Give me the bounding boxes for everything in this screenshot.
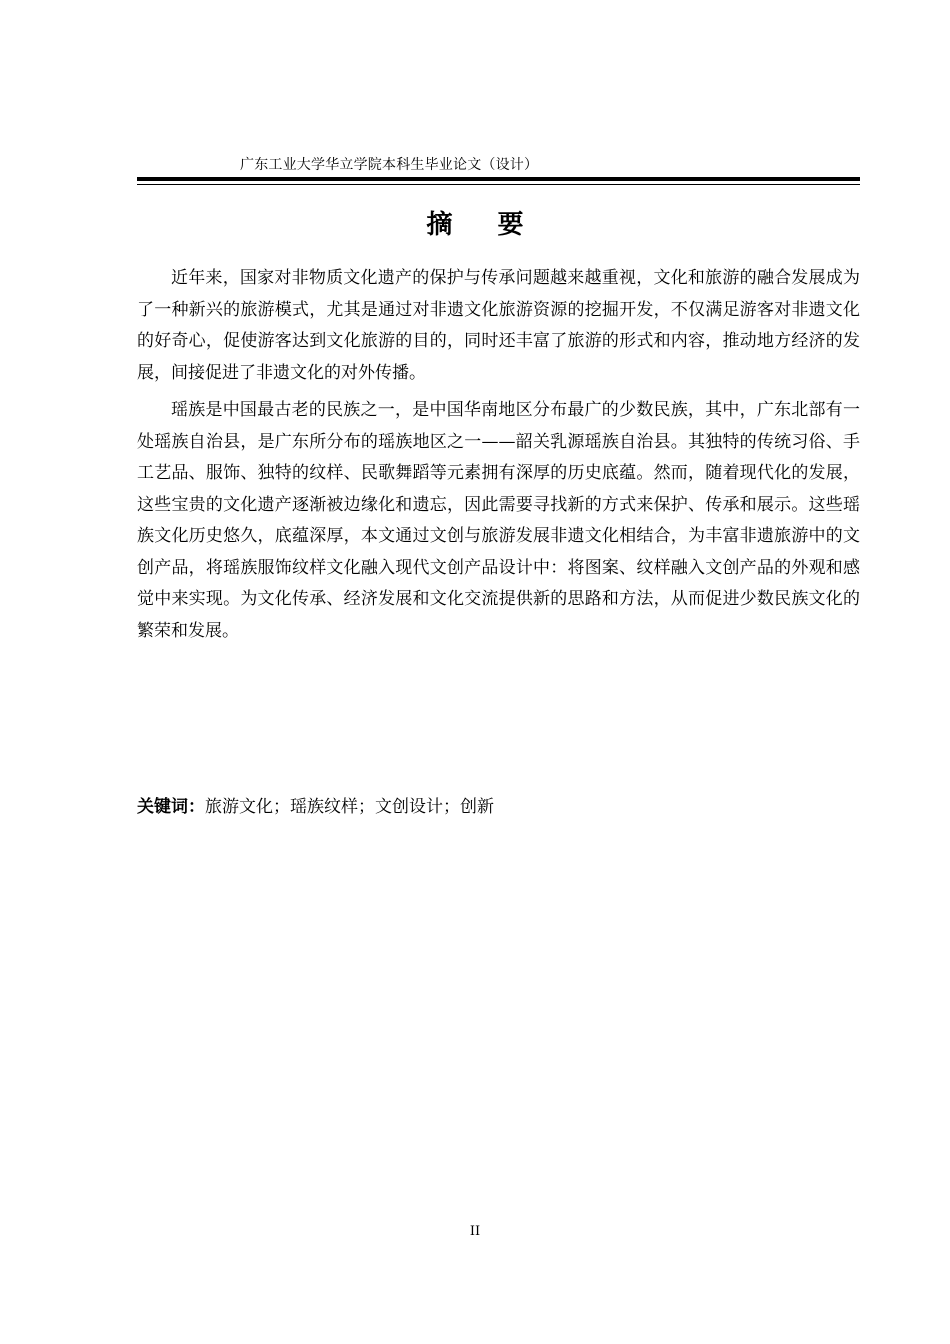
abstract-paragraph: 近年来，国家对非物质文化遗产的保护与传承问题越来越重视，文化和旅游的融合发展成为了一种新兴的旅游模式，尤其是通过对非遗文化旅游资源的挖掘开发，不仅满足游客对非遗文化的好奇心，促使游客达到文化旅游的目的，同时还丰富了旅游的形式和内容，推动地方经济的发展，间接促进了非遗文化的对外传播。 — [137, 268, 860, 383]
header-rule-thin — [137, 184, 860, 185]
running-header: 广东工业大学华立学院本科生毕业论文（设计） — [240, 157, 539, 173]
keywords-line — [137, 792, 494, 817]
abstract-body — [137, 263, 860, 653]
page-title: 摘 要 — [426, 210, 542, 240]
abstract-paragraph: 瑶族是中国最古老的民族之一，是中国华南地区分布最广的少数民族，其中，广东北部有一处瑶族自治县，是广东所分布的瑶族地区之一——韶关乳源瑶族自治县。其独特的传统习俗、手工艺品、服饰、独特的纹样、民歌舞蹈等元素拥有深厚的历史底蕴。然而，随着现代化的发展，这些宝贵的文化遗产逐渐被边缘化和遗忘，因此需要寻找新的方式来保护、传承和展示。这些瑶族文化历史悠久，底蕴深厚，本文通过文创与旅游发展非遗文化相结合，为丰富非遗旅游中的文创产品，将瑶族服饰纹样文化融入现代文创产品设计中：将图案、纹样融入文创产品的外观和感觉中来实现。为文化传承、经济发展和文化交流提供新的思路和方法，从而促进少数民族文化的繁荣和发展。 — [137, 400, 860, 641]
page-number: II — [469, 1224, 481, 1239]
keywords-value: 旅游文化；瑶族纹样；文创设计；创新 — [205, 797, 494, 817]
header-rule-thick — [137, 177, 860, 181]
keywords-label: 关键词： — [137, 797, 205, 817]
